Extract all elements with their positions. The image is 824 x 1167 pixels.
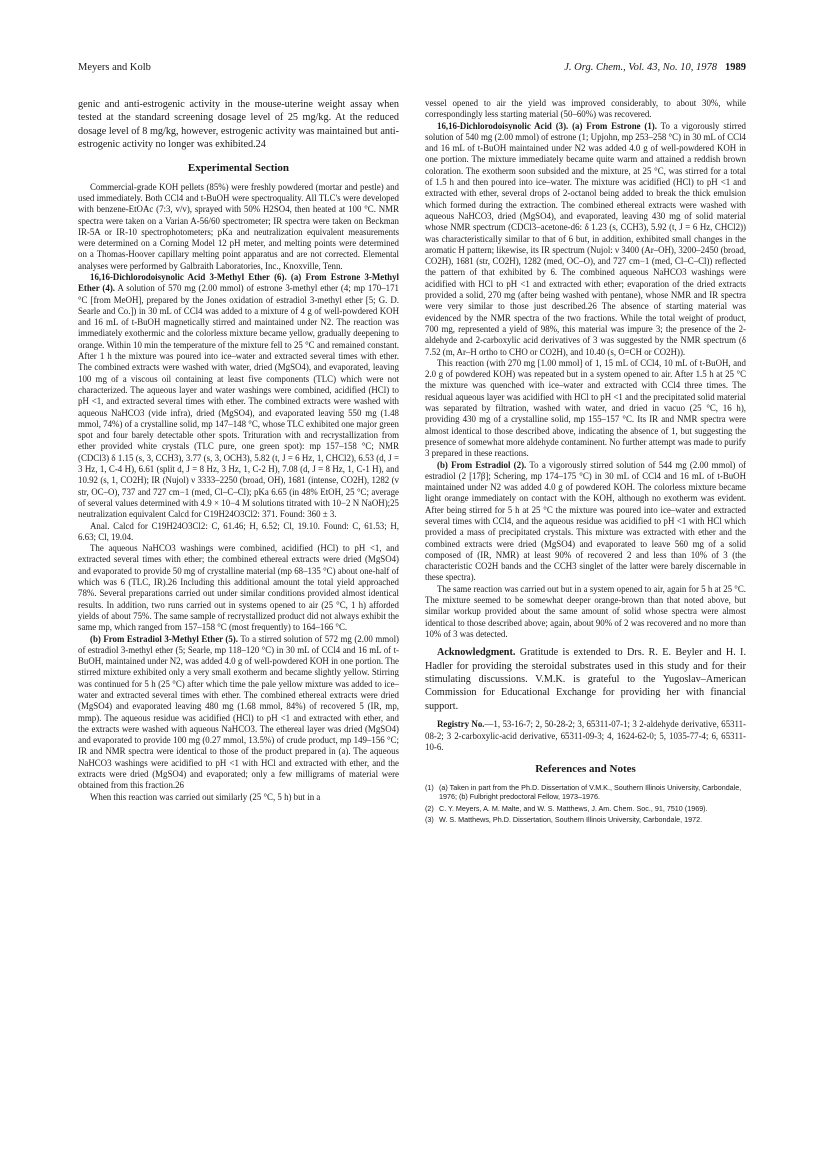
journal-page <box>78 62 746 1142</box>
procedure-heading: 16,16-Dichlorodoisynolic Acid (3). (a) From Estrone (1). <box>437 120 657 131</box>
procedure-text: A solution of 570 mg (2.00 mmol) of estrone 3-methyl ether (4; mp 170–171 °C [from MeOH], prepared by the Jones oxidation of estradiol 3-methyl ether [5; G. D. Searle and Co.]) in 30 mL of CCl4 was added to a mixture of 4 g of well-powdered KOH and 16 mL of t-BuOH magnetically stirred and maintained under N2. The reaction was immediately exothermic and the colorless mixture became yellow, gradually deepening to orange. Within 10 min the temperature of the mixture fell to 25 °C and remained constant. After 1 h the mixture was poured into ice–water and extracted several times with ether. The combined extracts were washed with water, dried (MgSO4), and evaporated, leaving 100 mg of a viscous oil containing at least five components (TLC) which were not characterized. The aqueous layer and water washings were combined, acidified (HCl) to pH <1, and extracted several times with ether. The combined extracts were washed with aqueous NaHCO3 (vide infra), dried (MgSO4), and evaporated leaving 550 mg (1.48 mmol, 74%) of a crystalline solid, mp 147–148 °C, whose TLC exhibited one major green spot and four barely detectable other spots. Trituration with and recrystallization from ether provided white crystals (TLC pure, one green spot): mp 157–158 °C; NMR (CDCl3) δ 1.15 (s, 3, CCH3), 3.77 (s, 3, OCH3), 5.82 (t, J = 6 Hz, 1, CHCl2), 6.53 (d, J = 3 Hz, 1, C-4 H), 6.61 (split d, J = 8 Hz, 3 Hz, 1, C-2 H), 7.08 (d, J = 8 Hz, 1, C-1 H), and 10.92 (s, 1, CO2H); IR (Nujol) ν 3333–2250 (broad, OH), 1681 (intense, CO2H), 1282 (v str, OC–O), 737 and 727 cm−1 (med, Cl–C–Cl); pKa 6.65 (in 48% EtOH, 25 °C; average of several values determined with 4.9 × 10−4 M solutions titrated with 10−2 N NaOH);25 neutralization equivalent Calcd for C19H24O3Cl2: 371. Found: 360 ± 3. <box>78 283 399 520</box>
header-journal-citation <box>564 62 746 73</box>
running-header <box>78 62 746 80</box>
procedure-text: To a vigorously stirred solution of 540 mg (2.00 mmol) of estrone (1; Upjohn, mp 253–258 °C) in 30 mL of CCl4 and 16 mL of t-BuOH maintained under N2 was added 4.0 g of well-powdered KOH in one portion. The mixture immediately became quite warm and attained a reddish brown coloration. The exotherm soon subsided and the mixture, at 25 °C, was stirred for a total of 1.5 h and then poured into ice–water. The mixture was acidified (HCl) to pH <1 and extracted with ether, several drops of 2-octanol being added to break the thick emulsion which formed during the extraction. The combined ethereal extracts were washed with aqueous NaHCO3, dried (MgSO4), and evaporated, leaving 430 mg of solid material whose NMR spectrum (CDCl3–acetone-d6: δ 1.23 (s, CCH3), 5.92 (t, J = 6 Hz, CHCl2)) was characteristically similar to that of 6 but, in addition, exhibited small changes in the aromatic H pattern; likewise, its IR spectrum (Nujol: ν 3400 (Ar–OH), 3200–2450 (broad, CO2H), 1681 (str, CO2H), 1282 (med, OC–O), and 727 cm−1 (med, Cl–C–Cl)) reflected the pattern of that exhibited by 6. The combined aqueous NaHCO3 washings were acidified with HCl to pH <1 and extracted with ether; evaporation of the dried extracts provided a solid, 270 mg (after being washed with pentane), whose NMR and IR spectra were very similar to those just described.26 The absence of starting material was evidenced by the NMR spectra of the two fractions. While the total weight of product, 700 mg, represented a yield of 98%, this material was impure 3; the presence of the 2-aldehyde and 2-carboxylic acid derivatives of 3 was suggested by the NMR spectrum (δ 7.52 (m, Ar–H ortho to CHO or CO2H), and 10.40 (s, O=CH or CO2H)). <box>425 120 746 357</box>
procedure-paragraph <box>78 272 399 521</box>
header-journal: J. Org. Chem., Vol. 43, No. 10, 1978 <box>564 62 717 73</box>
continuation-paragraph: When this reaction was carried out similarly (25 °C, 5 h) but in a <box>90 791 321 802</box>
registry-heading: Registry No. <box>437 719 485 730</box>
workup-paragraph: The aqueous NaHCO3 washings were combined, acidified (HCl) to pH <1, and extracted several times with ether; the combined ethereal extracts were dried (MgSO4) and evaporated to provide 50 mg of crystalline material (mp 68–135 °C) about one-half of which was 6 (TLC, IR).26 Including this additional amount the total yield approached 78%. Several preparations carried out under similar conditions provided almost identical results. In addition, two runs carried out in systems opened to air (25 °C, 1 h) afforded yields of about 75%. The same sample of recrystallized product did not always exhibit the same mp, which ranged from 157–158 °C (most frequently) to 164–166 °C. <box>78 543 399 633</box>
references-list <box>425 783 746 824</box>
general-methods-paragraph: Commercial-grade KOH pellets (85%) were freshly powdered (mortar and pestle) and used immediately. Both CCl4 and t-BuOH were spectroquality. All TLC's were developed with benzene-EtOAc (7:3, v/v), sprayed with 50% H2SO4, then heated at 100 °C. NMR spectra were taken on a Varian A-56/60 spectrometer; IR spectra were taken on Beckman IR-5A or IR-10 spectrophotometers; pKa and neutralization equivalent measurements were determined on a Corning Model 12 pH meter, and melting points were determined on a Thomas-Hoover capillary melting point apparatus and are not corrected. Elemental analyses were performed by Galbraith Laboratories, Inc., Knoxville, Tenn. <box>78 181 399 271</box>
section-heading: Experimental Section <box>187 161 290 174</box>
registry-text: —1, 53-16-7; 2, 50-28-2; 3, 65311-07-1; 3 2-aldehyde derivative, 65311-08-2; 3 2-carboxylic-acid derivative, 65311-09-3; 4, 1624-62-0; 5, 1035-77-4; 6, 65311-10-6. <box>425 719 746 752</box>
reference-number: (3) <box>425 814 434 824</box>
references-heading: References and Notes <box>535 763 636 776</box>
procedure-text: To a stirred solution of 572 mg (2.00 mmol) of estradiol 3-methyl ether (5; Searle, mp 118–120 °C) in 30 mL of CCl4 and 16 mL of t-BuOH, maintained under N2, was added 4.0 g of well-powdered KOH in one portion. The stirred mixture exhibited only a very small exotherm and became slightly yellow. Stirring was continued for 5 h (25 °C) after which time the pale yellow mixture was added to ice–water and extracted several times with ether. The combined ethereal extracts were dried (MgSO4) and evaporated leaving 480 mg (1.68 mmol, 84%) of recovered 5 (IR, mp, mmp). The aqueous residue was acidified (HCl) to pH <1 and extracted with ether, and the extracts were washed with aqueous NaHCO3. The ethereal layer was dried (MgSO4) and evaporated to provide 100 mg (0.27 mmol, 13.5%) of crude product, mp 149–156 °C; IR and NMR spectra were identical to those of the product prepared in (a). The aqueous NaHCO3 washings were acidified to pH <1 with HCl and extracted with ether, and the extracts were dried (MgSO4) and evaporated; only a few milligrams of material were obtained from this fraction.26 <box>78 633 399 791</box>
reference-text: W. S. Matthews, Ph.D. Dissertation, Southern Illinois University, Carbondale, 1972. <box>439 814 703 824</box>
procedure-paragraph <box>425 121 746 358</box>
reference-item <box>425 815 746 824</box>
procedure-heading: (b) From Estradiol 3-Methyl Ether (5). <box>90 633 238 644</box>
reference-text: (a) Taken in part from the Ph.D. Dissertation of V.M.K., Southern Illinois University, Carbondale, 1976; (b) Fulbright predoctoral Fellow, 1973–1976. <box>439 783 742 802</box>
procedure-heading: (b) From Estradiol (2). <box>437 459 527 470</box>
acknowledgment-paragraph <box>425 646 746 713</box>
registry-paragraph <box>425 719 746 753</box>
left-column <box>78 98 399 803</box>
acknowledgment-heading: Acknowledgment. <box>437 647 516 659</box>
reference-text: C. Y. Meyers, A. M. Malte, and W. S. Matthews, J. Am. Chem. Soc., 91, 7510 (1969). <box>439 803 708 813</box>
right-column <box>425 98 746 826</box>
acknowledgment-text: Gratitude is extended to Drs. R. E. Beyler and H. I. Hadler for providing the steroidal substrates used in this study and for their stimulating discussions. V.M.K. is grateful to the Yugoslav–American Commission for Educational Exchange for providing her with financial support. <box>425 647 746 712</box>
air-reaction-paragraph: The same reaction was carried out but in a system opened to air, again for 5 h at 25 °C. The mixture seemed to be somewhat deeper orange-brown than that noted above, but similar workup provided about the same amount of solid whose spectra were almost identical to those described above; again, about 90% of 2 was recovered and no more than 10% of 3 was detected. <box>425 583 746 639</box>
intro-paragraph: genic and anti-estrogenic activity in the mouse-uterine weight assay when tested at the standard screening dosage level of 25 mg/kg. At the reduced dosage level of 8 mg/kg, however, estrogenic activity was maintained but anti-estrogenic activity no longer was exhibited.24 <box>78 99 399 151</box>
reference-number: (2) <box>425 803 434 813</box>
procedure-paragraph <box>425 460 746 584</box>
procedure-heading: 16,16-Dichlorodoisynolic Acid 3-Methyl Ether (6). (a) From Estrone 3-Methyl Ether (4). <box>78 272 399 294</box>
procedure-text: To a vigorously stirred solution of 544 mg (2.00 mmol) of estradiol (2 [17β]; Schering, mp 174–175 °C) in 30 mL of CCl4 and 16 mL of t-BuOH maintained under N2 was added 4.0 g of powdered KOH. The colorless mixture became light orange immediately on contact with the KOH, although no exotherm was evident. After being stirred for 5 h at 25 °C the mixture was poured into ice–water and extracted several times with CCl4, and the aqueous residue was acidified to pH <1 with HCl which provided a mass of precipitated crystals. This mixture was extracted with ether and the combined extracts were dried (MgSO4) and evaporated to leave 560 mg of a solid composed of (IR, NMR) at least 90% of recovered 2 and less than 10% of 3 (the characteristic CO2H bands and the CCH3 singlet of the latter were barely discernable in these spectra). <box>425 459 746 583</box>
procedure-paragraph <box>78 634 399 792</box>
reference-item <box>425 783 746 801</box>
header-authors: Meyers and Kolb <box>78 62 151 73</box>
reference-number: (1) <box>425 783 434 793</box>
analysis-paragraph: Anal. Calcd for C19H24O3Cl2: C, 61.46; H, 6.52; Cl, 19.10. Found: C, 61.53; H, 6.63; Cl, 19.04. <box>78 520 399 542</box>
repeat-reaction-paragraph: This reaction (with 270 mg [1.00 mmol] of 1, 15 mL of CCl4, 10 mL of t-BuOH, and 2.0 g of powdered KOH) was repeated but in a system opened to air. After 1.5 h at 25 °C the mixture was quenched with ice–water and extracted with CCl4 three times. The residual aqueous layer was acidified with HCl to pH <1 and the precipitated solid material was separated by filtration, washed with water, and dried in vacuo (25 °C, 16 h), providing 430 mg of a crystalline solid, mp 155–157 °C. Its IR and NMR spectra were almost identical to those described above, indicating the absence of 1, but suggesting the presence of somewhat more aldehyde contaminent. No further attempt was made to purify 3 prepared in these reactions. <box>425 357 746 459</box>
continued-paragraph: vessel opened to air the yield was improved considerably, to about 30%, while correspondingly less starting material (50–60%) was recovered. <box>425 98 746 120</box>
page-number: 1989 <box>725 62 746 73</box>
reference-item <box>425 804 746 813</box>
